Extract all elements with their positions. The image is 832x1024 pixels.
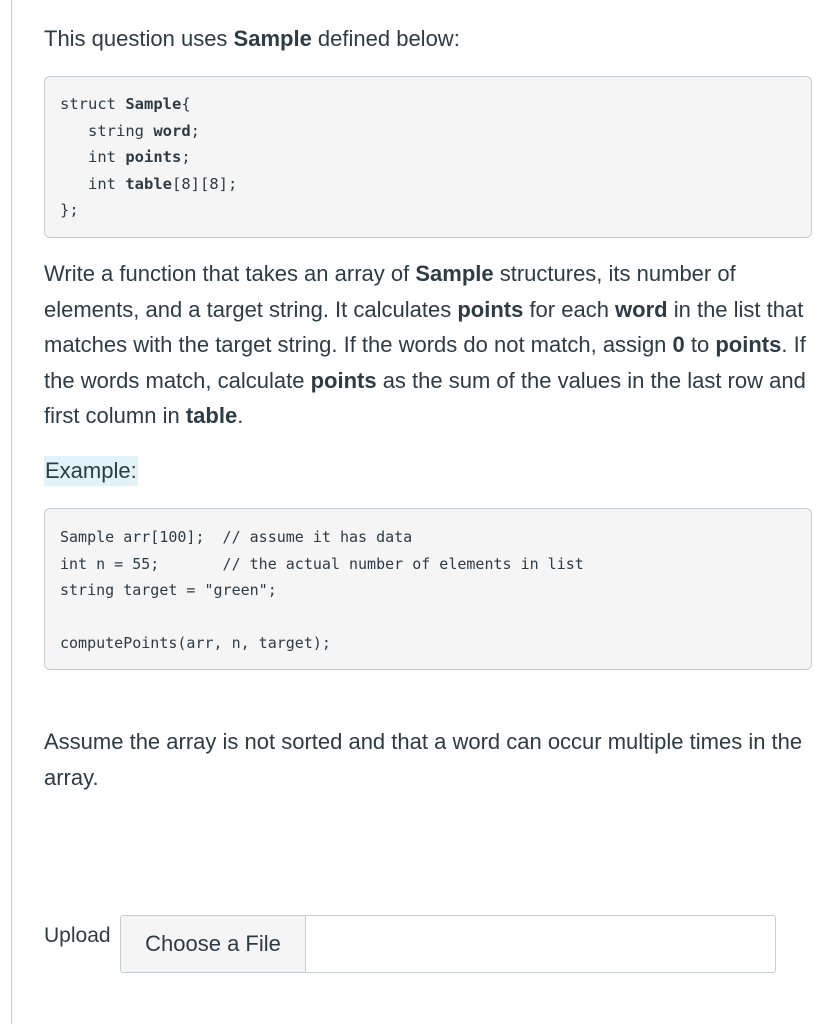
- desc-bold: word: [615, 296, 668, 322]
- question-description: [44, 256, 814, 434]
- desc-bold: points: [715, 332, 782, 357]
- example-heading: Example:: [44, 456, 138, 486]
- code-line: [60, 197, 796, 224]
- choose-file-button[interactable]: Choose a File: [121, 916, 306, 972]
- code-token: word: [153, 121, 191, 140]
- assumption-text: Assume the array is not sorted and that a word can occur multiple times in the array.: [44, 729, 803, 790]
- desc-text: structures, its number of elements, and a target string. It calculates: [44, 261, 736, 322]
- code-line: [60, 604, 796, 631]
- desc-bold: Sample: [415, 261, 494, 286]
- intro-bold: Sample: [233, 26, 312, 51]
- code-token: };: [60, 201, 79, 219]
- code-line: Sample arr[100]; // assume it has data: [60, 528, 413, 546]
- desc-text: in the list that matches with the target string. If the words do not match, assign: [44, 296, 804, 357]
- code-token: {: [181, 95, 191, 113]
- desc-text: to: [684, 332, 716, 357]
- example-code-block: [44, 508, 812, 670]
- desc-text: .: [237, 403, 244, 428]
- code-line: computePoints(arr, n, target);: [60, 634, 331, 652]
- code-line: int n = 55; // the actual number of elements in list: [60, 554, 584, 573]
- code-token: ;: [190, 121, 200, 140]
- question-intro: [44, 24, 460, 54]
- code-token: table: [125, 174, 172, 193]
- code-token: points: [125, 148, 182, 166]
- desc-text: as the sum of the values in the last row and first column in: [44, 367, 806, 428]
- code-token: int: [88, 174, 126, 193]
- code-token: [8][8];: [172, 174, 238, 193]
- code-token: string: [88, 121, 154, 140]
- desc-text: for each: [523, 296, 616, 322]
- desc-bold: points: [457, 296, 524, 322]
- upload-label: Upload: [44, 924, 111, 947]
- desc-bold: 0: [672, 332, 685, 357]
- code-line: [60, 91, 796, 118]
- struct-code-block: [44, 76, 812, 238]
- file-upload-field[interactable]: [120, 915, 776, 973]
- code-token: ;: [181, 148, 191, 166]
- code-token: Sample: [125, 95, 182, 113]
- code-token: struct: [60, 95, 126, 113]
- desc-text: Write a function that takes an array of: [44, 261, 416, 286]
- code-token: int: [88, 148, 126, 166]
- desc-bold: table: [185, 403, 238, 428]
- intro-text-end: defined below:: [311, 26, 460, 51]
- intro-text: This question uses: [44, 26, 234, 51]
- desc-bold: points: [310, 367, 377, 393]
- code-line: [60, 171, 796, 198]
- desc-text: . If the words match, calculate: [44, 332, 806, 393]
- code-line: [60, 118, 796, 145]
- left-border: [0, 0, 12, 1024]
- code-line: string target = "green";: [60, 581, 277, 599]
- code-line: [60, 144, 796, 171]
